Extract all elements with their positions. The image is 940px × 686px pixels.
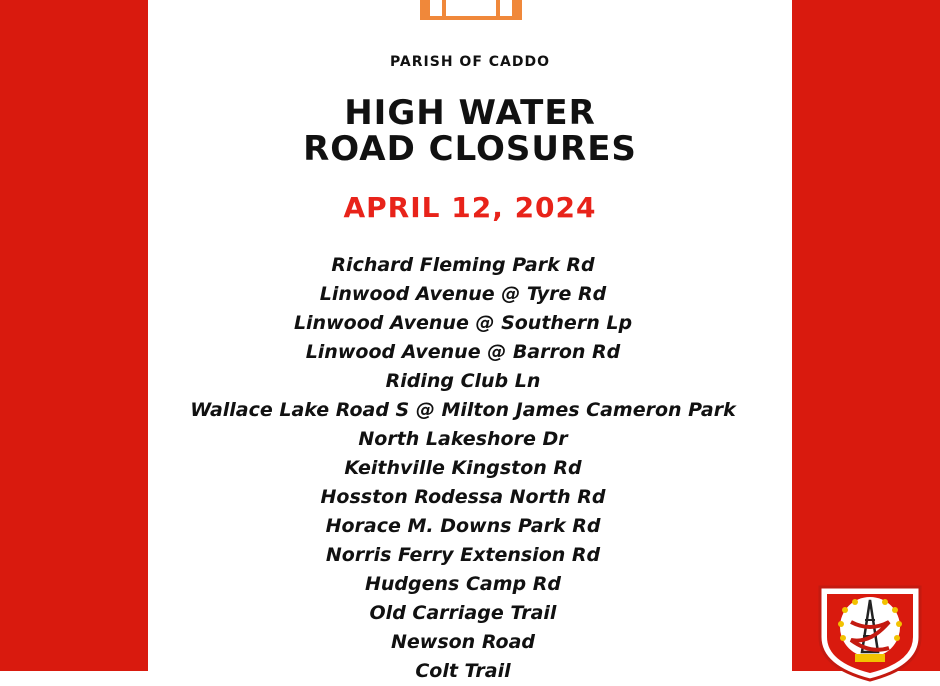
road-item: Riding Club Ln <box>385 370 541 392</box>
title-line-2: ROAD CLOSURES <box>303 129 637 169</box>
road-item: Colt Trail <box>415 660 511 682</box>
road-item: Linwood Avenue @ Tyre Rd <box>319 283 607 305</box>
road-item: Hosston Rodessa North Rd <box>320 486 606 508</box>
road-item: North Lakeshore Dr <box>358 428 568 450</box>
road-item: Richard Fleming Park Rd <box>331 254 595 276</box>
organization-name: PARISH OF CADDO <box>389 54 551 70</box>
page-title <box>0 95 940 167</box>
road-item: Linwood Avenue @ Barron Rd <box>305 341 621 363</box>
top-emblem-icon <box>420 0 522 20</box>
road-closure-list <box>0 251 926 686</box>
road-item: Old Carriage Trail <box>369 602 557 624</box>
road-item: Newson Road <box>390 631 535 653</box>
road-item: Horace M. Downs Park Rd <box>325 515 601 537</box>
road-item: Norris Ferry Extension Rd <box>325 544 601 566</box>
title-line-1: HIGH WATER <box>344 93 596 133</box>
road-item: Keithville Kingston Rd <box>344 457 582 479</box>
parish-seal-icon <box>815 582 925 682</box>
road-item: Linwood Avenue @ Southern Lp <box>293 312 633 334</box>
road-item: Hudgens Camp Rd <box>365 573 561 595</box>
closure-date: APRIL 12, 2024 <box>343 191 597 224</box>
road-item: Wallace Lake Road S @ Milton James Cameron Park <box>190 399 736 421</box>
